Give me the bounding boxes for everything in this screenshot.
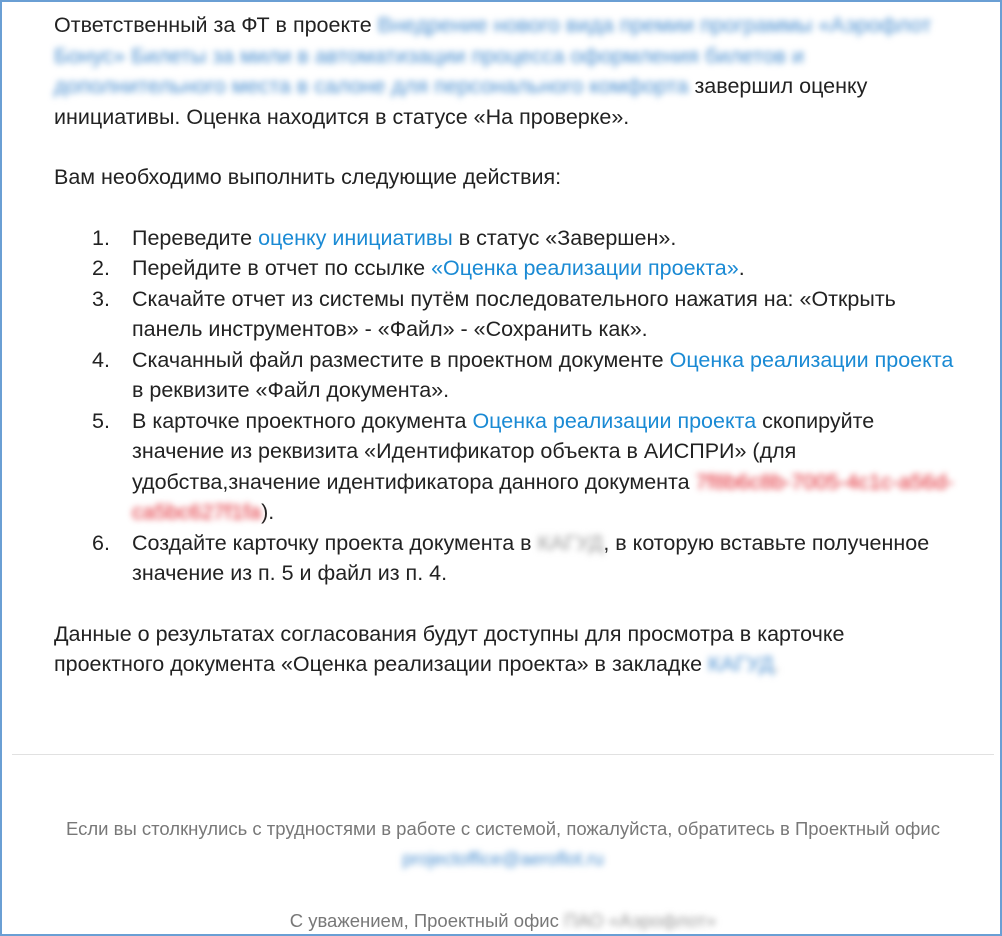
step-number: 2.	[92, 256, 110, 280]
email-footer	[12, 814, 994, 936]
step-text: Переведите	[132, 225, 259, 250]
step-text: в реквизите «Файл документа».	[132, 378, 450, 402]
actions-heading: Вам необходимо выполнить следующие действия:	[54, 165, 562, 189]
steps-list	[54, 223, 959, 589]
step-text: в статус «Завершен».	[452, 225, 677, 250]
help-message: Если вы столкнулись с трудностями в работе с системой, пожалуйста, обратитесь в Проектный офис	[65, 818, 940, 839]
project-name-link[interactable]: Внедрение нового вида премии программы «Аэрофлот Бонус» Билеты за мили в автоматизации процесса оформления билетов и дополнительного места в салоне для персонального комфорта	[54, 13, 932, 98]
step-text: .	[738, 256, 745, 280]
project-document-card-link[interactable]: Оценка реализации проекта	[472, 408, 757, 433]
intro-paragraph	[54, 10, 959, 132]
step-text: , в которую вставьте полученное значение из п. 5 и файл из п. 4.	[132, 530, 930, 585]
footer-divider	[12, 754, 994, 755]
results-paragraph	[54, 619, 959, 680]
step-number: 3.	[92, 286, 110, 311]
support-email-link[interactable]: projectoffice@aeroflot.ru	[402, 848, 604, 869]
help-text	[12, 814, 994, 874]
step-number: 5.	[92, 408, 110, 433]
signature-prefix: С уважением, Проектный офис	[289, 910, 565, 931]
intro-prefix: Ответственный за ФТ в проекте	[54, 13, 378, 37]
step-text: В карточке проектного документа	[132, 408, 473, 433]
step-number: 1.	[92, 225, 110, 250]
initiative-assessment-link[interactable]: оценку инициативы	[258, 225, 453, 250]
results-tab-link[interactable]: КАГУД	[708, 652, 774, 676]
step-text: скопируйте значение из реквизита «Идентификатор объекта в АИСПРИ» (для удобства,значение идентификатора данного документа	[132, 408, 875, 494]
step-text: Скачайте отчет из системы путём последовательного нажатия на: «Открыть панель инструментов» - «Файл» - «Сохранить как».	[132, 286, 896, 341]
project-document-link[interactable]: Оценка реализации проекта	[669, 347, 954, 372]
list-item	[92, 284, 959, 345]
report-link[interactable]: «Оценка реализации проекта»	[431, 256, 739, 280]
step-text: Создайте карточку проекта документа в	[132, 530, 538, 555]
list-item	[92, 253, 959, 284]
step-number: 6.	[92, 530, 110, 555]
organization-name: ПАО «Аэрофлот»	[564, 910, 717, 931]
step-text: ).	[261, 500, 275, 524]
intro-suffix: завершил оценку инициативы. Оценка находится в статусе «На проверке».	[54, 74, 868, 129]
list-item	[92, 345, 959, 406]
step-number: 4.	[92, 347, 110, 372]
step-text: Перейдите в отчет по ссылке	[132, 256, 432, 280]
results-end: .	[773, 652, 780, 676]
document-id-value: 7f8b6c8b-7005-4c1c-a56d-ca5bc627f1fa	[132, 469, 954, 524]
signature	[12, 906, 994, 936]
system-name: КАГУД	[537, 530, 604, 555]
email-body	[54, 10, 959, 680]
list-item	[92, 223, 959, 254]
step-text: Скачанный файл разместите в проектном документе	[132, 347, 670, 372]
list-item	[92, 406, 959, 528]
results-text: Данные о результатах согласования будут доступны для просмотра в карточке проектного документа «Оценка реализации проекта» в закладке	[54, 621, 845, 676]
list-item	[92, 528, 959, 589]
